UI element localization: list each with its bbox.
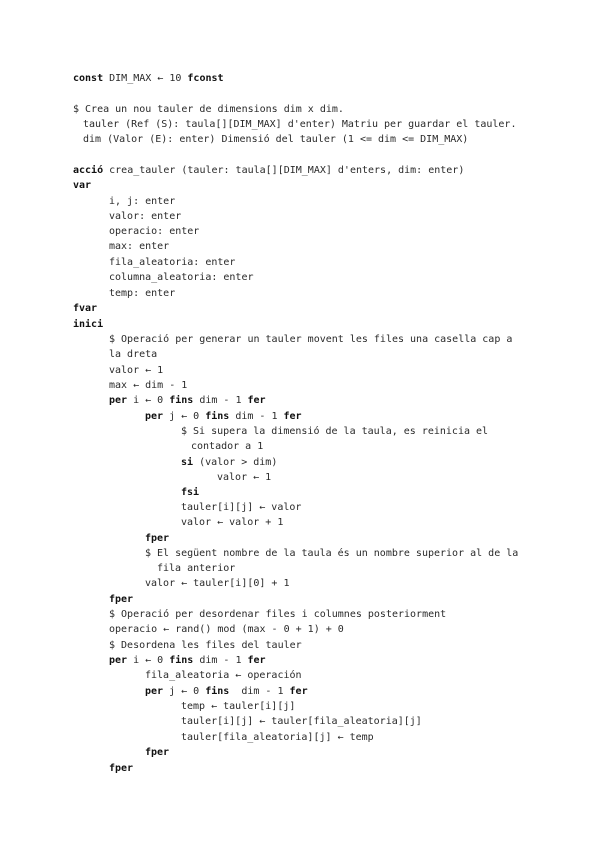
code-text: $ El següent nombre de la taula és un nombre superior al de la [145,548,519,559]
code-text: valor ← valor + 1 [181,517,284,528]
keyword: fer [289,686,308,697]
code-text: j ← 0 [163,411,206,422]
code-line [109,639,302,653]
code-line [73,179,91,193]
code-line [73,318,103,332]
code-text: DIM_MAX ← 10 [103,73,188,84]
keyword: inici [73,319,104,330]
code-text: $ Desordena les files del tauler [109,640,302,651]
code-line [109,333,512,347]
code-text: $ Operació per desordenar files i columnes posteriorment [109,609,447,620]
code-line [73,302,97,316]
code-text: i, j: enter [109,196,176,207]
keyword: fer [247,395,266,406]
code-text: dim - 1 [193,395,248,406]
keyword: fer [247,655,266,666]
code-line [217,471,271,485]
code-line [73,103,344,117]
code-text: tauler[i][j] ← tauler[fila_aleatoria][j] [181,716,422,727]
code-text: tauler[i][j] ← valor [181,502,302,513]
code-line [145,669,302,683]
code-line [109,623,344,637]
code-text: i ← 0 [127,655,170,666]
code-text: max ← dim - 1 [109,380,188,391]
keyword: fsi [181,487,200,498]
code-line [109,195,175,209]
keyword: fper [145,747,170,758]
code-text: dim - 1 [193,655,248,666]
code-line [109,271,254,285]
code-text: $ Crea un nou tauler de dimensions dim x dim. [73,104,344,115]
code-text: $ Si supera la dimensió de la taula, es reinicia el [181,426,489,437]
code-line [83,118,516,132]
code-text: crea_tauler (tauler: taula[][DIM_MAX] d'enters, dim: enter) [103,165,465,176]
code-line [109,287,175,301]
code-line [181,501,301,515]
code-text: contador a 1 [191,441,264,452]
code-line [109,394,266,408]
keyword: const [73,73,104,84]
code-line [83,133,468,147]
code-text: fila anterior [157,563,236,574]
keyword: per [109,655,128,666]
code-text: valor: enter [109,211,182,222]
code-text: valor ← tauler[i][0] + 1 [145,578,290,589]
code-text: i ← 0 [127,395,170,406]
code-text: $ Operació per generar un tauler movent les files una casella cap a [109,334,513,345]
code-text: dim - 1 [229,411,284,422]
keyword: acció [73,165,104,176]
keyword: fper [145,533,170,544]
code-line [109,608,446,622]
code-line [181,516,283,530]
keyword: fconst [187,73,224,84]
code-line [109,379,187,393]
code-text: temp: enter [109,288,176,299]
code-text: operacio ← rand() mod (max - 0 + 1) + 0 [109,624,344,635]
code-text: columna_aleatoria: enter [109,272,254,283]
code-line [145,532,169,546]
keyword: fer [283,411,302,422]
keyword: per [145,411,164,422]
code-text: tauler (Ref (S): taula[][DIM_MAX] d'enter) Matriu per guardar el tauler. [83,119,517,130]
code-line [73,164,464,178]
code-line [109,654,266,668]
code-line [181,731,374,745]
code-text: operacio: enter [109,226,200,237]
code-text: fila_aleatoria ← operación [145,670,302,681]
code-text: dim - 1 [229,686,290,697]
code-line [145,685,308,699]
code-line [145,746,169,760]
code-line [191,440,263,454]
keyword: fins [205,686,230,697]
keyword: fins [205,411,230,422]
keyword: fper [109,763,134,774]
code-line [109,593,133,607]
code-line [109,240,169,254]
code-line [157,562,235,576]
code-line [145,577,290,591]
code-line [109,364,163,378]
keyword: fins [169,395,194,406]
code-line [181,715,422,729]
code-text: (valor > dim) [193,457,278,468]
code-text: temp ← tauler[i][j] [181,701,296,712]
code-line [109,348,157,362]
keyword: fvar [73,303,98,314]
code-text: la dreta [109,349,158,360]
code-line [109,225,199,239]
code-line [181,486,199,500]
code-text: dim (Valor (E): enter) Dimensió del tauler (1 <= dim <= DIM_MAX) [83,134,469,145]
keyword: per [145,686,164,697]
code-line [109,762,133,776]
code-line [145,410,302,424]
code-text: tauler[fila_aleatoria][j] ← temp [181,732,374,743]
code-text: max: enter [109,241,170,252]
code-line [181,425,488,439]
code-line [109,210,181,224]
code-text: valor ← 1 [217,472,272,483]
code-text: j ← 0 [163,686,206,697]
keyword: fper [109,594,134,605]
code-text: valor ← 1 [109,365,164,376]
code-line [109,256,235,270]
keyword: si [181,457,194,468]
keyword: var [73,180,92,191]
code-line [181,700,295,714]
code-text: fila_aleatoria: enter [109,257,236,268]
code-line [73,72,224,86]
code-line [145,547,518,561]
keyword: fins [169,655,194,666]
keyword: per [109,395,128,406]
code-line [181,456,277,470]
